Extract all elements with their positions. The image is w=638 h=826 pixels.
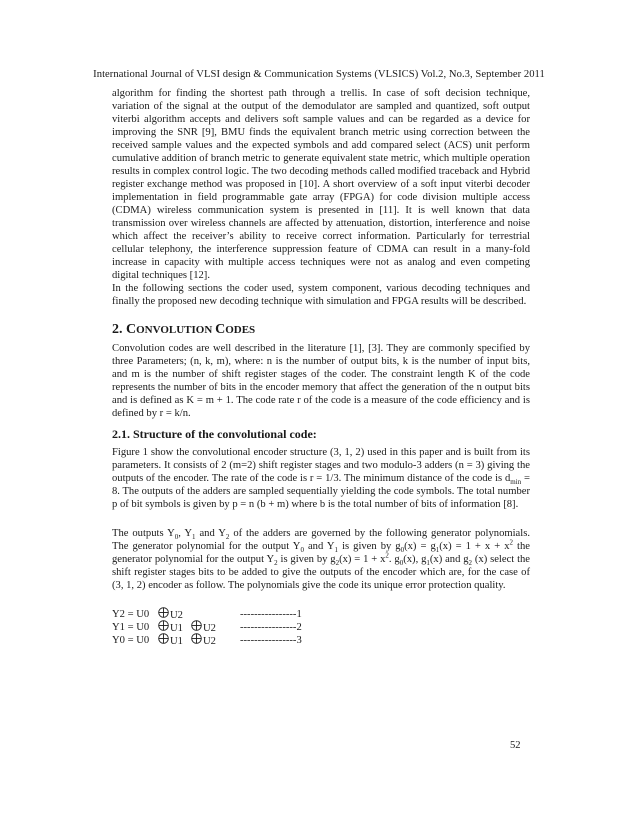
equation-term: U1 xyxy=(170,623,183,634)
equation-lhs: Y0 = U0 xyxy=(112,635,150,646)
equation-number: ----------------3 xyxy=(240,635,302,646)
section-2-number: 2. xyxy=(112,322,126,337)
section-2-1-paragraph-1: Figure 1 show the convolutional encoder structure (3, 1, 2) used in this paper and is built from its parameters. It consists of 2 (m=2) shift register stages and two modulo-3 adders (n = 3) giving the outputs of the encoder. The rate of the code is r = 1/3. The minimum distance of the code is $d_{min} = 8$. The outputs of the adders are sampled sequentially yielding the code symbols. The total number p of bit symbols is given by p = n (b + m) where b is the total number of bits of information [8]. xyxy=(112,447,530,510)
section-2-title-c1: C xyxy=(126,322,137,337)
equation-number: ----------------2 xyxy=(240,622,302,633)
equation-number: ----------------1 xyxy=(240,609,302,620)
circled-plus-icon xyxy=(158,633,169,644)
intro-paragraph-block xyxy=(112,87,530,282)
intro-paragraph: algorithm for finding the shortest path through a trellis. In case of soft decision technique, variation of the signal at the output of the demodulator are sampled and quantized, soft output viterbi algorithm accepts and delivers soft sample values and can be regarded as a device for improving the SNR [9], BMU finds the equivalent branch metric using correction between the received sample values and the expected symbols and add compared select (ACS) unit perform cumulative addition of branch metric to generate equivalent state metric, which multiple operation results in complex control logic. The two decoding methods called modified traceback and Hybrid register exchange method was proposed in [10]. A short overview of a soft input viterbi decoder implementation in field programmable gate array (FPGA) for code division multiple access (CDMA) wireless communication system is presented in [11]. It is well known that data transmission over wireless channels are affected by attenuation, distortion, interference and noise which affect the receiver’s ability to receive correct information. Particularly for terrestrial cellular telephony, the interference suppression feature of CDMA can result in a many-fold increase in capacity with multiple access techniques were not as analog and even competing digital techniques [12]. xyxy=(112,88,530,281)
section-2-title-c2: C xyxy=(215,322,226,337)
section-2-1-paragraph-2-block xyxy=(112,527,530,592)
equation-term: U1 xyxy=(170,636,183,647)
equation-lhs: Y1 = U0 xyxy=(112,622,150,633)
section-2-paragraph: Convolution codes are well described in the literature [1], [3]. They are commonly specified by three Parameters; (n, k, m), where: n is the number of output bits, k is the number of input bits, and m is the number of shift register stages of the coder. The constraint length K of the code represents the number of bits in the encoder memory that affect the generation of the n output bits and is defined as K = m + 1. The code rate r of the code is a measure of the code efficiency and is defined by r = k/n. xyxy=(112,343,530,419)
circled-plus-icon xyxy=(191,633,202,644)
equation-row xyxy=(112,634,302,647)
equation-term: U2 xyxy=(202,636,216,647)
generator-equations xyxy=(112,608,302,647)
section-2-1-heading: 2.1. Structure of the convolutional code: xyxy=(112,427,317,441)
equation-term: U2 xyxy=(202,623,216,634)
page-number: 52 xyxy=(510,740,521,751)
equation-term: U2 xyxy=(170,610,183,621)
section-2-title-part2: ODES xyxy=(225,324,256,336)
section-2-heading xyxy=(112,322,255,338)
section-2-paragraph-block xyxy=(112,342,530,420)
circled-plus-icon xyxy=(158,607,169,618)
circled-plus-icon xyxy=(158,620,169,631)
equation-terms xyxy=(152,633,230,648)
outline-paragraph-block xyxy=(112,282,530,308)
section-2-1-paragraph-2: The outputs $Y_0$, $Y_1$ and $Y_2$ of the adders are governed by the following generator polynomials. The generator polynomial for the output $Y_0$ and $Y_1$ is given by $g_0(x) = g_1(x) = 1 + x + x^2$ the generator polynomial for the output $Y_2$ is given by $g_2(x) = 1 + x^2$. $g_0(x)$, $g_1(x)$ and $g_2$ (x) select the shift register stages bits to be added to give the outputs of the encoder which are, for the case of (3, 1, 2) encoder as follow. The polynomials give the code its unique error protection quality. xyxy=(112,528,531,591)
running-header: International Journal of VLSI design & Communication Systems (VLSICS) Vol.2, No.3, September 2011 xyxy=(93,69,545,80)
section-2-1-paragraph-1-block xyxy=(112,446,530,511)
circled-plus-icon xyxy=(191,620,202,631)
section-2-title-part1: ONVOLUTION xyxy=(136,324,216,336)
outline-paragraph: In the following sections the coder used, system component, various decoding techniques and finally the proposed new decoding technique with simulation and FPGA results will be described. xyxy=(112,283,530,307)
equation-lhs: Y2 = U0 xyxy=(112,609,150,620)
